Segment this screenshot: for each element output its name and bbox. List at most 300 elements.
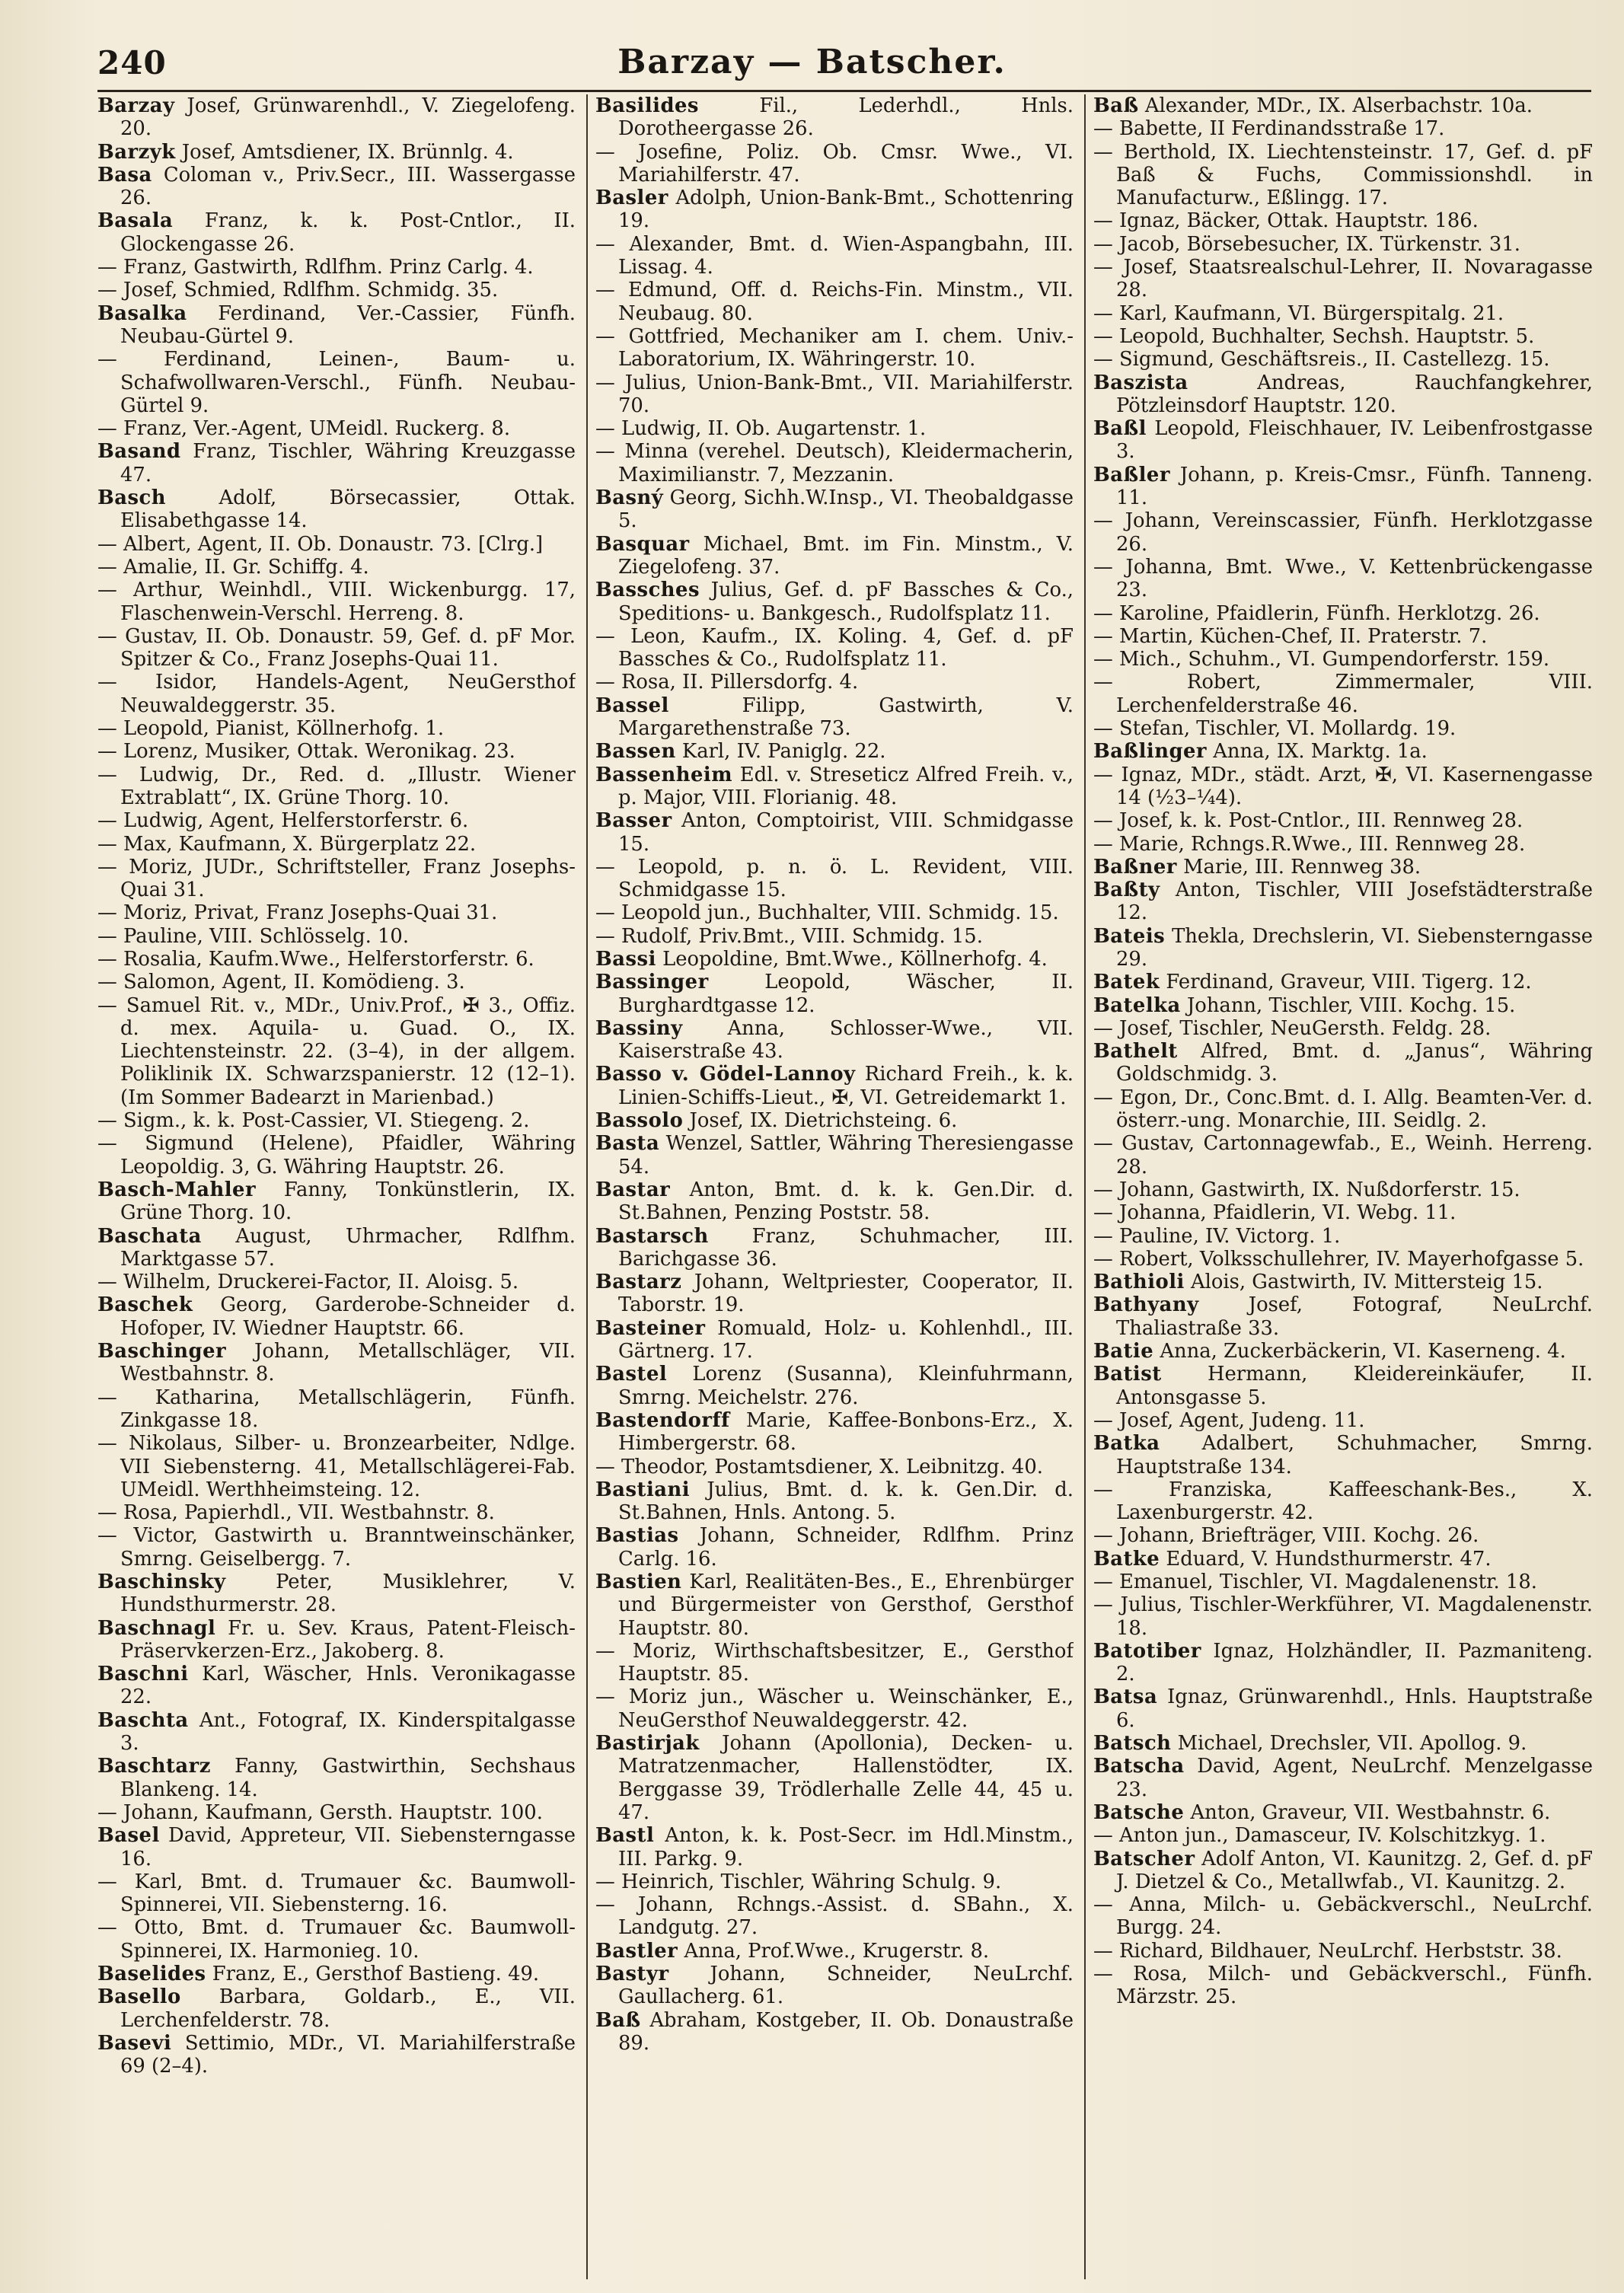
entry-details: — Johann, Briefträger, VIII. Kochg. 26. [1093,1524,1479,1548]
entry-details: Marie, III. Rennweg 38. [1176,855,1421,879]
directory-entry [595,901,1074,924]
entry-surname: Bastias [595,1524,679,1548]
directory-entry [595,1178,1074,1225]
directory-entry [595,1456,1074,1478]
directory-entry [97,256,576,279]
entry-details: Anna, Zuckerbäckerin, VI. Kaserneng. 4. [1153,1340,1566,1363]
directory-entry [595,440,1074,486]
entry-details: — Franz, Gastwirth, Rdlfhm. Prinz Carlg. 4. [97,256,534,279]
directory-entry [97,948,576,971]
directory-entry [97,1617,576,1663]
entry-details: — Robert, Zimmermaler, VIII. Lerchenfelderstraße 46. [1093,671,1593,717]
entry-details: — Sigmund, Geschäftsreis., II. Castellezg. 15. [1093,348,1550,372]
entry-surname: Baschnagl [97,1616,216,1640]
entry-details: — Rudolf, Priv.Bmt., VIII. Schmidg. 15. [595,924,983,948]
directory-entry [595,809,1074,856]
column-2 [595,94,1074,2279]
column-3 [1093,94,1593,2279]
directory-entry [1093,1432,1593,1478]
directory-entry [97,1132,576,1178]
directory-entry [97,1985,576,2032]
entry-details: — Nikolaus, Silber- u. Bronzearbeiter, Ndlge. VII Siebensterng. 41, Metallschlägerei-Fab. UMeidl. Werthheimsteing. 12. [97,1432,576,1501]
entry-details: Fanny, Tonkünstlerin, IX. Grüne Thorg. 10. [120,1178,576,1225]
entry-surname: Batke [1093,1547,1160,1571]
directory-entry [97,1709,576,1756]
entry-surname: Bastar [595,1178,671,1201]
entry-details: Julius, Gef. d. pF Bassches & Co., Speditions- u. Bankgesch., Rudolfsplatz 11. [618,579,1074,625]
column-divider [586,94,588,2279]
directory-entry [595,1132,1074,1178]
entry-surname: Batscher [1093,1847,1195,1870]
entry-surname: Bastler [595,1939,678,1963]
directory-entry [595,1109,1074,1132]
page-number: 240 [97,44,167,81]
entry-details: Josef, IX. Dietrichsteing. 6. [683,1109,958,1133]
entry-surname: Bassches [595,579,700,602]
directory-entry [1093,1848,1593,1894]
entry-surname: Batek [1093,971,1160,994]
directory-entry [1093,117,1593,140]
entry-details: Josef, Amtsdiener, IX. Brünnlg. 4. [175,140,514,164]
entry-details: — Franz, Ver.-Agent, UMeidl. Ruckerg. 8. [97,417,511,441]
entry-surname: Basel [97,1824,160,1848]
entry-details: Alois, Gastwirth, IV. Mittersteig 15. [1184,1271,1543,1294]
directory-entry [1093,671,1593,717]
entry-details: Fanny, Gastwirthin, Sechshaus Blankeng. 14. [120,1755,576,1801]
entry-details: — Josef, Staatsrealschul-Lehrer, II. Novaragasse 28. [1093,256,1593,302]
entry-surname: Bassenheim [595,763,732,786]
directory-entry [595,579,1074,625]
entry-details: Ignaz, Grünwarenhdl., Hnls. Hauptstraße 6. [1116,1685,1593,1732]
entry-surname: Batsch [1093,1732,1172,1756]
entry-details: — Theodor, Postamtsdiener, X. Leibnitzg. 40. [595,1455,1043,1478]
entry-details: Settimio, MDr., VI. Mariahilferstraße 69 (2–4). [120,2031,576,2078]
directory-entry [595,1963,1074,2009]
entry-surname: Baß [595,2008,641,2032]
entry-details: Andreas, Rauchfangkehrer, Pötzleinsdorf Hauptstr. 120. [1116,371,1593,417]
entry-surname: Basler [595,187,668,210]
directory-entry [97,209,576,256]
entry-surname: Basa [97,163,152,187]
directory-entry [97,925,576,948]
directory-entry [1093,925,1593,971]
entry-details: Anna, Schlosser-Wwe., VII. Kaiserstraße 43. [618,1016,1074,1064]
entry-details: — Arthur, Weinhdl., VIII. Wickenburgg. 17, Flaschenwein-Verschl. Herreng. 8. [97,579,576,625]
entry-details: — Rosalia, Kaufm.Wwe., Helferstorferstr. 6. [97,947,534,971]
directory-entry [97,556,576,579]
entry-surname: Bastien [595,1571,682,1593]
entry-details: Anton, k. k. Post-Secr. im Hdl.Minstm., III. Parkg. 9. [618,1824,1074,1870]
entry-surname: Baschinger [97,1340,227,1363]
directory-entry [97,1293,576,1340]
directory-entry [97,579,576,625]
entry-details: — Pauline, IV. Victorg. 1. [1093,1224,1341,1248]
directory-entry [1093,256,1593,302]
entry-details: — Leopold, p. n. ö. L. Revident, VIII. Schmidgasse 15. [595,855,1074,902]
entry-details: — Egon, Dr., Conc.Bmt. d. I. Allg. Beamten-Ver. d. österr.-ung. Monarchie, III. Seidlg. 2. [1093,1086,1593,1133]
entry-surname: Batelka [1093,993,1181,1017]
directory-entry [1093,879,1593,925]
entry-surname: Basta [595,1132,660,1156]
directory-entry [1093,1201,1593,1224]
entry-details: — Gustav, Cartonnagewfab., E., Weinh. Herreng. 28. [1093,1132,1593,1178]
directory-entry [595,2009,1074,2055]
directory-entry [97,440,576,486]
entry-details: — Ignaz, Bäcker, Ottak. Hauptstr. 186. [1093,209,1479,233]
directory-entry [97,764,576,810]
directory-entry [595,417,1074,440]
directory-entry [1093,1732,1593,1755]
entry-details: Alfred, Bmt. d. „Janus“, Währing Goldschmidg. 3. [1116,1040,1593,1086]
entry-surname: Basello [97,1985,181,2009]
directory-entry [595,486,1074,533]
entry-details: Ferdinand, Graveur, VIII. Tigerg. 12. [1160,971,1532,994]
entry-details: — Gustav, II. Ob. Donaustr. 59, Gef. d. pF Mor. Spitzer & Co., Franz Josephs-Quai 11. [97,624,576,671]
entry-surname: Bassen [595,740,676,764]
entry-surname: Basilides [595,94,699,117]
entry-surname: Bassinger [595,971,709,994]
entry-surname: Bateis [1093,924,1166,948]
directory-entry [595,325,1074,372]
entry-details: Anton, Bmt. d. k. k. Gen.Dir. d. St.Bahnen, Penzing Poststr. 58. [618,1178,1074,1225]
directory-entry [97,1801,576,1824]
entry-details: — Josef, Agent, Judeng. 11. [1093,1408,1365,1432]
directory-entry [97,740,576,763]
directory-entry [1093,372,1593,418]
entry-surname: Baßty [1093,879,1160,902]
entry-details: — Victor, Gastwirth u. Branntweinschänker, Smrng. Geiselbergg. 7. [97,1524,576,1571]
directory-entry [595,187,1074,233]
entry-details: Barbara, Goldarb., E., VII. Lerchenfelderstr. 78. [120,1985,576,2032]
entry-details: David, Appreteur, VII. Siebensterngasse 16. [120,1824,576,1870]
entry-details: — Franziska, Kaffeeschank-Bes., X. Laxenburgerstr. 42. [1093,1478,1593,1525]
directory-entry [97,1755,576,1801]
directory-entry [595,1685,1074,1732]
entry-details: — Heinrich, Tischler, Währing Schulg. 9. [595,1870,1002,1893]
directory-entry [97,1225,576,1271]
entry-details: — Alexander, Bmt. d. Wien-Aspangbahn, III. Lissag. 4. [595,232,1074,279]
directory-entry [97,856,576,902]
entry-surname: Baßler [1093,463,1170,486]
directory-entry [1093,1824,1593,1847]
entry-details: Karl, IV. Paniglg. 22. [675,740,886,764]
entry-surname: Batist [1093,1363,1162,1386]
directory-entry [595,1225,1074,1271]
directory-entry [595,948,1074,971]
entry-surname: Batsche [1093,1800,1185,1824]
entry-surname: Barzyk [97,140,176,164]
entry-surname: Baßner [1093,855,1177,879]
entry-details: — Rosa, Milch- und Gebäckverschl., Fünfh. Märzstr. 25. [1093,1963,1593,2009]
entry-details: — Amalie, II. Gr. Schiffg. 4. [97,555,369,579]
entry-surname: Bathyany [1093,1293,1199,1317]
entry-details: Michael, Drechsler, VII. Apollog. 9. [1171,1732,1527,1756]
directory-entry [1093,209,1593,232]
directory-entry [97,1386,576,1433]
entry-surname: Basquar [595,532,690,556]
entry-surname: Bastel [595,1363,668,1386]
entry-details: — Sigm., k. k. Post-Cassier, VI. Stiegeng. 2. [97,1109,530,1133]
entry-details: Romuald, Holz- u. Kohlenhdl., III. Gärtnerg. 17. [618,1316,1074,1363]
directory-entry [1093,1363,1593,1409]
directory-entry [595,94,1074,141]
directory-entry [1093,764,1593,810]
entry-details: — Mich., Schuhm., VI. Gumpendorferstr. 159. [1093,648,1550,671]
directory-entry [1093,625,1593,648]
directory-entry [1093,602,1593,625]
directory-entry [97,833,576,856]
entry-details: Anton, Tischler, VIII Josefstädterstraße 12. [1116,879,1593,925]
entry-surname: Basala [97,209,174,233]
directory-entry [1093,464,1593,510]
directory-entry [595,372,1074,418]
entry-details: — Anna, Milch- u. Gebäckverschl., NeuLrchf. Burgg. 24. [1093,1893,1593,1940]
entry-details: Leopoldine, Bmt.Wwe., Köllnerhofg. 4. [656,947,1048,971]
directory-entry [595,1732,1074,1824]
directory-entry [1093,1040,1593,1086]
directory-entry [97,625,576,671]
directory-entry [595,1940,1074,1963]
entry-details: — Minna (verehel. Deutsch), Kleidermacherin, Maximilianstr. 7, Mezzanin. [595,440,1074,486]
entry-details: Johann, p. Kreis-Cmsr., Fünfh. Tanneng. 11. [1116,463,1593,510]
entry-details: Peter, Musiklehrer, V. Hundsthurmerstr. 28. [120,1571,576,1617]
entry-details: — Rosa, Papierhdl., VII. Westbahnstr. 8. [97,1501,495,1525]
entry-details: — Rosa, II. Pillersdorfg. 4. [595,671,859,694]
entry-surname: Bastirjak [595,1732,700,1756]
directory-entry [97,994,576,1109]
entry-details: Alexander, MDr., IX. Alserbachstr. 10a. [1138,94,1533,117]
entry-surname: Basser [595,809,672,833]
entry-surname: Bastyr [595,1963,669,1986]
entry-details: David, Agent, NeuLrchf. Menzelgasse 23. [1116,1755,1593,1801]
entry-details: — Josef, Schmied, Rdlfhm. Schmidg. 35. [97,279,499,302]
directory-entry [97,279,576,301]
directory-entry [97,1178,576,1225]
entry-surname: Bassolo [595,1109,684,1133]
directory-entry [97,2032,576,2078]
entry-details: August, Uhrmacher, Rdlfhm. Marktgasse 57. [120,1224,576,1271]
directory-entry [1093,1893,1593,1940]
entry-details: — Leopold, Buchhalter, Sechsh. Hauptstr. 5. [1093,324,1535,348]
entry-details: — Salomon, Agent, II. Komödieng. 3. [97,971,465,994]
entry-surname: Basteiner [595,1316,706,1340]
entry-surname: Baschta [97,1708,189,1732]
directory-entry [1093,1132,1593,1178]
entry-details: Franz, k. k. Post-Cntlor., II. Glockengasse 26. [120,209,576,256]
entry-surname: Bassel [595,694,669,717]
column-divider [1084,94,1086,2279]
directory-entry [595,1571,1074,1640]
directory-entry [97,348,576,417]
directory-entry [1093,1755,1593,1801]
directory-entry [1093,1086,1593,1133]
entry-details: — Marie, Rchngs.R.Wwe., III. Rennweg 28. [1093,832,1526,856]
directory-entry [97,1340,576,1386]
entry-surname: Baselides [97,1963,206,1986]
entry-details: — Moriz, Privat, Franz Josephs-Quai 31. [97,901,498,925]
entry-surname: Batsa [1093,1685,1158,1709]
directory-entry [1093,417,1593,464]
directory-entry [595,1640,1074,1686]
directory-entry [97,809,576,832]
entry-surname: Bassi [595,947,656,971]
directory-entry [595,1017,1074,1064]
directory-entry [1093,1248,1593,1271]
directory-entry [1093,509,1593,556]
entry-details: Karl, Wäscher, Hnls. Veronikagasse 22. [120,1663,576,1709]
directory-entry [1093,1801,1593,1824]
directory-entry [1093,1524,1593,1547]
directory-entry [595,1363,1074,1409]
entry-details: — Leopold jun., Buchhalter, VIII. Schmidg. 15. [595,901,1059,925]
entry-surname: Batotiber [1093,1639,1201,1663]
entry-details: Franz, Schuhmacher, III. Barichgasse 36. [618,1224,1074,1271]
entry-surname: Basevi [97,2031,172,2055]
entry-details: Ignaz, Holzhändler, II. Pazmaniteng. 2. [1116,1639,1593,1686]
entry-details: — Johann, Gastwirth, IX. Nußdorferstr. 15. [1093,1178,1520,1201]
entry-details: — Babette, II Ferdinandsstraße 17. [1093,117,1445,141]
header-rule [97,90,1591,92]
directory-entry [595,694,1074,741]
entry-details: Karl, Realitäten-Bes., E., Ehrenbürger und Bürgermeister von Gersthof, Gersthof Hauptstr. 80. [618,1571,1074,1640]
directory-entry [595,1409,1074,1456]
directory-entry [1093,1409,1593,1432]
entry-surname: Batie [1093,1340,1154,1363]
directory-entry [595,233,1074,279]
entry-details: Coloman v., Priv.Secr., III. Wassergasse 26. [120,163,576,210]
entry-details: Johann, Schneider, Rdlfhm. Prinz Carlg. 16. [618,1524,1074,1571]
entry-details: Johann, Schneider, NeuLrchf. Gaullacherg. 61. [618,1963,1074,2009]
directory-entry [595,1524,1074,1571]
directory-entry [97,1571,576,1617]
directory-entry [97,164,576,210]
directory-entry [1093,809,1593,832]
page-header: Barzay — Batscher. [617,43,1007,81]
entry-surname: Baschata [97,1224,202,1248]
directory-entry [1093,1340,1593,1363]
entry-surname: Bastl [595,1824,655,1848]
directory-entry [97,302,576,349]
entry-details: Ferdinand, Ver.-Cassier, Fünfh. Neubau-Gürtel 9. [120,301,576,348]
entry-details: Marie, Kaffee-Bonbons-Erz., X. Himbergerstr. 68. [618,1408,1074,1456]
entry-surname: Bathelt [1093,1040,1178,1064]
directory-entry [97,901,576,924]
entry-surname: Basso v. Gödel-Lannoy [595,1063,856,1086]
entry-details: Franz, Tischler, Währing Kreuzgasse 47. [120,440,576,486]
directory-entry [1093,1685,1593,1732]
entry-surname: Batka [1093,1432,1160,1456]
directory-entry [1093,1017,1593,1040]
entry-surname: Basand [97,440,181,464]
directory-entry [1093,1571,1593,1593]
entry-details: — Berthold, IX. Liechtensteinstr. 17, Gef. d. pF Baß & Fuchs, Commissionshdl. in Manufacturw., Eßlingg. 17. [1093,140,1593,210]
entry-details: — Ferdinand, Leinen-, Baum- u. Schafwollwaren-Verschl., Fünfh. Neubau-Gürtel 9. [97,348,576,417]
entry-details: — Josef, k. k. Post-Cntlor., III. Rennweg 28. [1093,809,1523,833]
entry-details: Leopold, Fleischhauer, IV. Leibenfrostgasse 3. [1116,417,1593,464]
entry-details: Julius, Bmt. d. k. k. Gen.Dir. d. St.Bahnen, Hnls. Antong. 5. [618,1478,1074,1525]
entry-surname: Baß [1093,94,1139,117]
entry-details: Ant., Fotograf, IX. Kinderspitalgasse 3. [120,1708,576,1756]
entry-details: — Isidor, Handels-Agent, NeuGersthof Neuwaldeggerstr. 35. [97,671,576,717]
entry-details: Anton, Comptoirist, VIII. Schmidgasse 15. [618,809,1074,856]
directory-entry [1093,1478,1593,1525]
entry-surname: Baschtarz [97,1755,211,1778]
entry-details: — Robert, Volksschullehrer, IV. Mayerhofgasse 5. [1093,1247,1584,1271]
directory-entry [595,971,1074,1017]
directory-entry [97,971,576,993]
entry-surname: Basch-Mahler [97,1178,257,1201]
entry-details: — Sigmund (Helene), Pfaidler, Währing Leopoldig. 3, G. Währing Hauptstr. 26. [97,1132,576,1178]
entry-details: — Julius, Tischler-Werkführer, VI. Magdalenenstr. 18. [1093,1593,1593,1640]
entry-details: Johann, Weltpriester, Cooperator, II. Taborstr. 19. [618,1271,1074,1317]
entry-surname: Barzay [97,94,175,117]
directory-entry [1093,141,1593,210]
directory-entry [595,740,1074,763]
directory-entry [1093,1548,1593,1571]
entry-details: — Anton jun., Damasceur, IV. Kolschitzkyg. 1. [1093,1824,1546,1848]
directory-entry [595,279,1074,325]
entry-details: — Max, Kaufmann, X. Bürgerplatz 22. [97,832,477,856]
entry-details: Adolf, Börsecassier, Ottak. Elisabethgasse 14. [120,486,576,533]
directory-entry [97,417,576,440]
entry-surname: Baszista [1093,371,1188,394]
entry-details: Johann (Apollonia), Decken- u. Matratzenmacher, Hallenstödter, IX. Berggasse 39, Trödlerhalle Zelle 44, 45 u. 47. [618,1732,1074,1824]
directory-entry [97,1501,576,1524]
entry-details: Abraham, Kostgeber, II. Ob. Donaustraße 89. [618,2008,1074,2055]
entry-details: — Karl, Bmt. d. Trumauer &c. Baumwoll-Spinnerei, VII. Siebensterng. 16. [97,1870,576,1917]
entry-surname: Bastiani [595,1478,691,1501]
entry-details: Michael, Bmt. im Fin. Minstm., V. Ziegelofeng. 37. [618,532,1074,579]
entry-details: — Samuel Rit. v., MDr., Univ.Prof., ✠ 3., Offiz. d. mex. Aquila- u. Guad. O., IX. Liechtensteinstr. 22. (3–4), in der allgem. Poliklinik IX. Schwarzspanierstr. 12 (12–1). (Im Sommer Badearzt in Marienbad.) [97,993,576,1109]
entry-details: Johann, Metallschläger, VII. Westbahnstr. 8. [120,1340,576,1386]
directory-entry [97,486,576,533]
entry-details: Filipp, Gastwirth, V. Margarethenstraße 73. [618,694,1074,741]
directory-entry [97,1109,576,1132]
entry-details: — Ignaz, MDr., städt. Arzt, ✠, VI. Kasernengasse 14 (½3–¼4). [1093,763,1593,809]
directory-entry [1093,1963,1593,2009]
directory-entry [1093,856,1593,879]
entry-surname: Bastarsch [595,1224,709,1248]
entry-details: Richard Freih., k. k. Linien-Schiffs-Lieut., ✠, VI. Getreidemarkt 1. [618,1063,1074,1109]
entry-details: Lorenz (Susanna), Kleinfuhrmann, Smrng. Meichelstr. 276. [618,1363,1074,1409]
directory-entry [97,1916,576,1963]
entry-details: — Moriz, Wirthschaftsbesitzer, E., Gersthof Hauptstr. 85. [595,1639,1074,1686]
entry-details: Anton, Graveur, VII. Westbahnstr. 6. [1184,1800,1551,1824]
directory-entry [97,141,576,164]
entry-details: — Wilhelm, Druckerei-Factor, II. Aloisg. 5. [97,1271,519,1294]
entry-details: Johann, Tischler, VIII. Kochg. 15. [1180,993,1516,1017]
entry-surname: Baschek [97,1293,193,1317]
directory-entry [1093,1293,1593,1340]
entry-surname: Baßl [1093,417,1147,441]
entry-details: — Julius, Union-Bank-Bmt., VII. Mariahilferstr. 70. [595,371,1074,417]
directory-entry [595,1478,1074,1525]
directory-entry [97,1271,576,1293]
entry-details: — Leopold, Pianist, Köllnerhofg. 1. [97,717,445,741]
directory-entry [1093,325,1593,348]
entry-details: — Karl, Kaufmann, VI. Bürgerspitalg. 21. [1093,301,1504,325]
entry-details: Anna, IX. Marktg. 1a. [1207,740,1428,764]
directory-entry [595,671,1074,694]
entry-surname: Bassiny [595,1016,683,1040]
directory-entry [595,1824,1074,1870]
directory-entry [595,1063,1074,1109]
entry-details: Josef, Grünwarenhdl., V. Ziegelofeng. 20. [120,94,576,141]
directory-entry [595,141,1074,187]
entry-details: — Gottfried, Mechaniker am I. chem. Univ.-Laboratorium, IX. Währingerstr. 10. [595,324,1074,372]
directory-entry [97,533,576,556]
entry-details: Wenzel, Sattler, Währing Theresiengasse 54. [618,1132,1074,1178]
